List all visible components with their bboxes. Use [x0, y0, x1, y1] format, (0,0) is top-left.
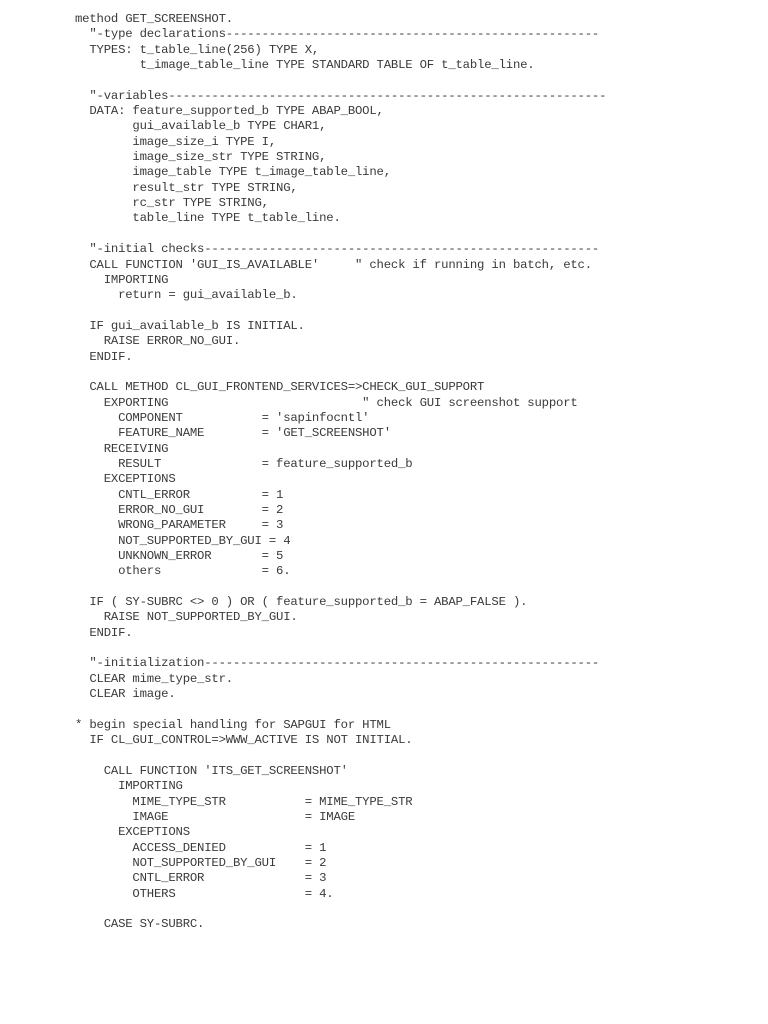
code-line: [75, 641, 606, 656]
code-line: "-initial checks-------------------------------------------------------: [75, 242, 600, 257]
code-line: WRONG_PARAMETER = 3: [75, 518, 284, 533]
code-line: "-initialization-------------------------------------------------------: [75, 656, 600, 671]
code-line: COMPONENT = 'sapinfocntl': [75, 410, 370, 425]
code-line: [75, 749, 606, 764]
code-line: CNTL_ERROR = 1: [75, 487, 284, 502]
code-line: CLEAR image.: [75, 687, 176, 702]
code-line: [75, 304, 606, 319]
code-line: IF gui_available_b IS INITIAL.: [75, 318, 305, 333]
code-line: CASE SY-SUBRC.: [75, 917, 205, 932]
code-line: t_image_table_line TYPE STANDARD TABLE OF t_table_line.: [75, 58, 535, 73]
code-line: return = gui_available_b.: [75, 288, 298, 303]
code-line: ENDIF.: [75, 625, 133, 640]
code-line: ACCESS_DENIED = 1: [75, 840, 327, 855]
code-line: image_size_str TYPE STRING,: [75, 150, 327, 165]
code-line: CNTL_ERROR = 3: [75, 871, 327, 886]
code-line: [75, 73, 606, 88]
code-line: RESULT = feature_supported_b: [75, 456, 413, 471]
code-line: RAISE NOT_SUPPORTED_BY_GUI.: [75, 610, 298, 625]
code-line: table_line TYPE t_table_line.: [75, 211, 341, 226]
code-line: OTHERS = 4.: [75, 886, 334, 901]
code-line: IMPORTING: [75, 272, 169, 287]
code-line: [75, 902, 606, 917]
code-line: others = 6.: [75, 564, 291, 579]
code-line: [75, 227, 606, 242]
code-line: method GET_SCREENSHOT.: [75, 12, 233, 26]
code-line: rc_str TYPE STRING,: [75, 196, 269, 211]
code-line: [75, 365, 606, 380]
code-line: TYPES: t_table_line(256) TYPE X,: [75, 42, 320, 57]
code-line: [75, 702, 606, 717]
code-line: FEATURE_NAME = 'GET_SCREENSHOT': [75, 426, 391, 441]
code-line: IMPORTING: [75, 779, 183, 794]
code-line: UNKNOWN_ERROR = 5: [75, 549, 284, 564]
code-line: ENDIF.: [75, 349, 133, 364]
code-line: IF ( SY-SUBRC <> 0 ) OR ( feature_supported_b = ABAP_FALSE ).: [75, 595, 528, 610]
code-line: image_table TYPE t_image_table_line,: [75, 165, 391, 180]
code-line: "-variables-------------------------------------------------------------: [75, 88, 607, 103]
code-line: IMAGE = IMAGE: [75, 809, 355, 824]
code-line: EXCEPTIONS: [75, 472, 176, 487]
code-line: image_size_i TYPE I,: [75, 134, 277, 149]
code-line: [75, 580, 606, 595]
code-line: CLEAR mime_type_str.: [75, 671, 233, 686]
code-line: RAISE ERROR_NO_GUI.: [75, 334, 241, 349]
code-line: result_str TYPE STRING,: [75, 180, 298, 195]
code-line: EXCEPTIONS: [75, 825, 190, 840]
code-line: RECEIVING: [75, 441, 169, 456]
code-line: gui_available_b TYPE CHAR1,: [75, 119, 327, 134]
code-line: ERROR_NO_GUI = 2: [75, 503, 284, 517]
code-line: IF CL_GUI_CONTROL=>WWW_ACTIVE IS NOT INITIAL.: [75, 733, 413, 748]
code-line: * begin special handling for SAPGUI for HTML: [75, 717, 391, 732]
code-line: NOT_SUPPORTED_BY_GUI = 4: [75, 533, 291, 548]
code-line: CALL METHOD CL_GUI_FRONTEND_SERVICES=>CHECK_GUI_SUPPORT: [75, 380, 485, 395]
code-line: DATA: feature_supported_b TYPE ABAP_BOOL,: [75, 104, 384, 119]
code-line: CALL FUNCTION 'ITS_GET_SCREENSHOT': [75, 763, 348, 778]
code-line: NOT_SUPPORTED_BY_GUI = 2: [75, 855, 327, 870]
code-line: MIME_TYPE_STR = MIME_TYPE_STR: [75, 794, 413, 809]
abap-source-code: [75, 12, 606, 933]
code-line: CALL FUNCTION 'GUI_IS_AVAILABLE' " check if running in batch, etc.: [75, 257, 592, 272]
code-line: EXPORTING " check GUI screenshot support: [75, 395, 578, 410]
code-line: "-type declarations----------------------------------------------------: [75, 27, 600, 42]
